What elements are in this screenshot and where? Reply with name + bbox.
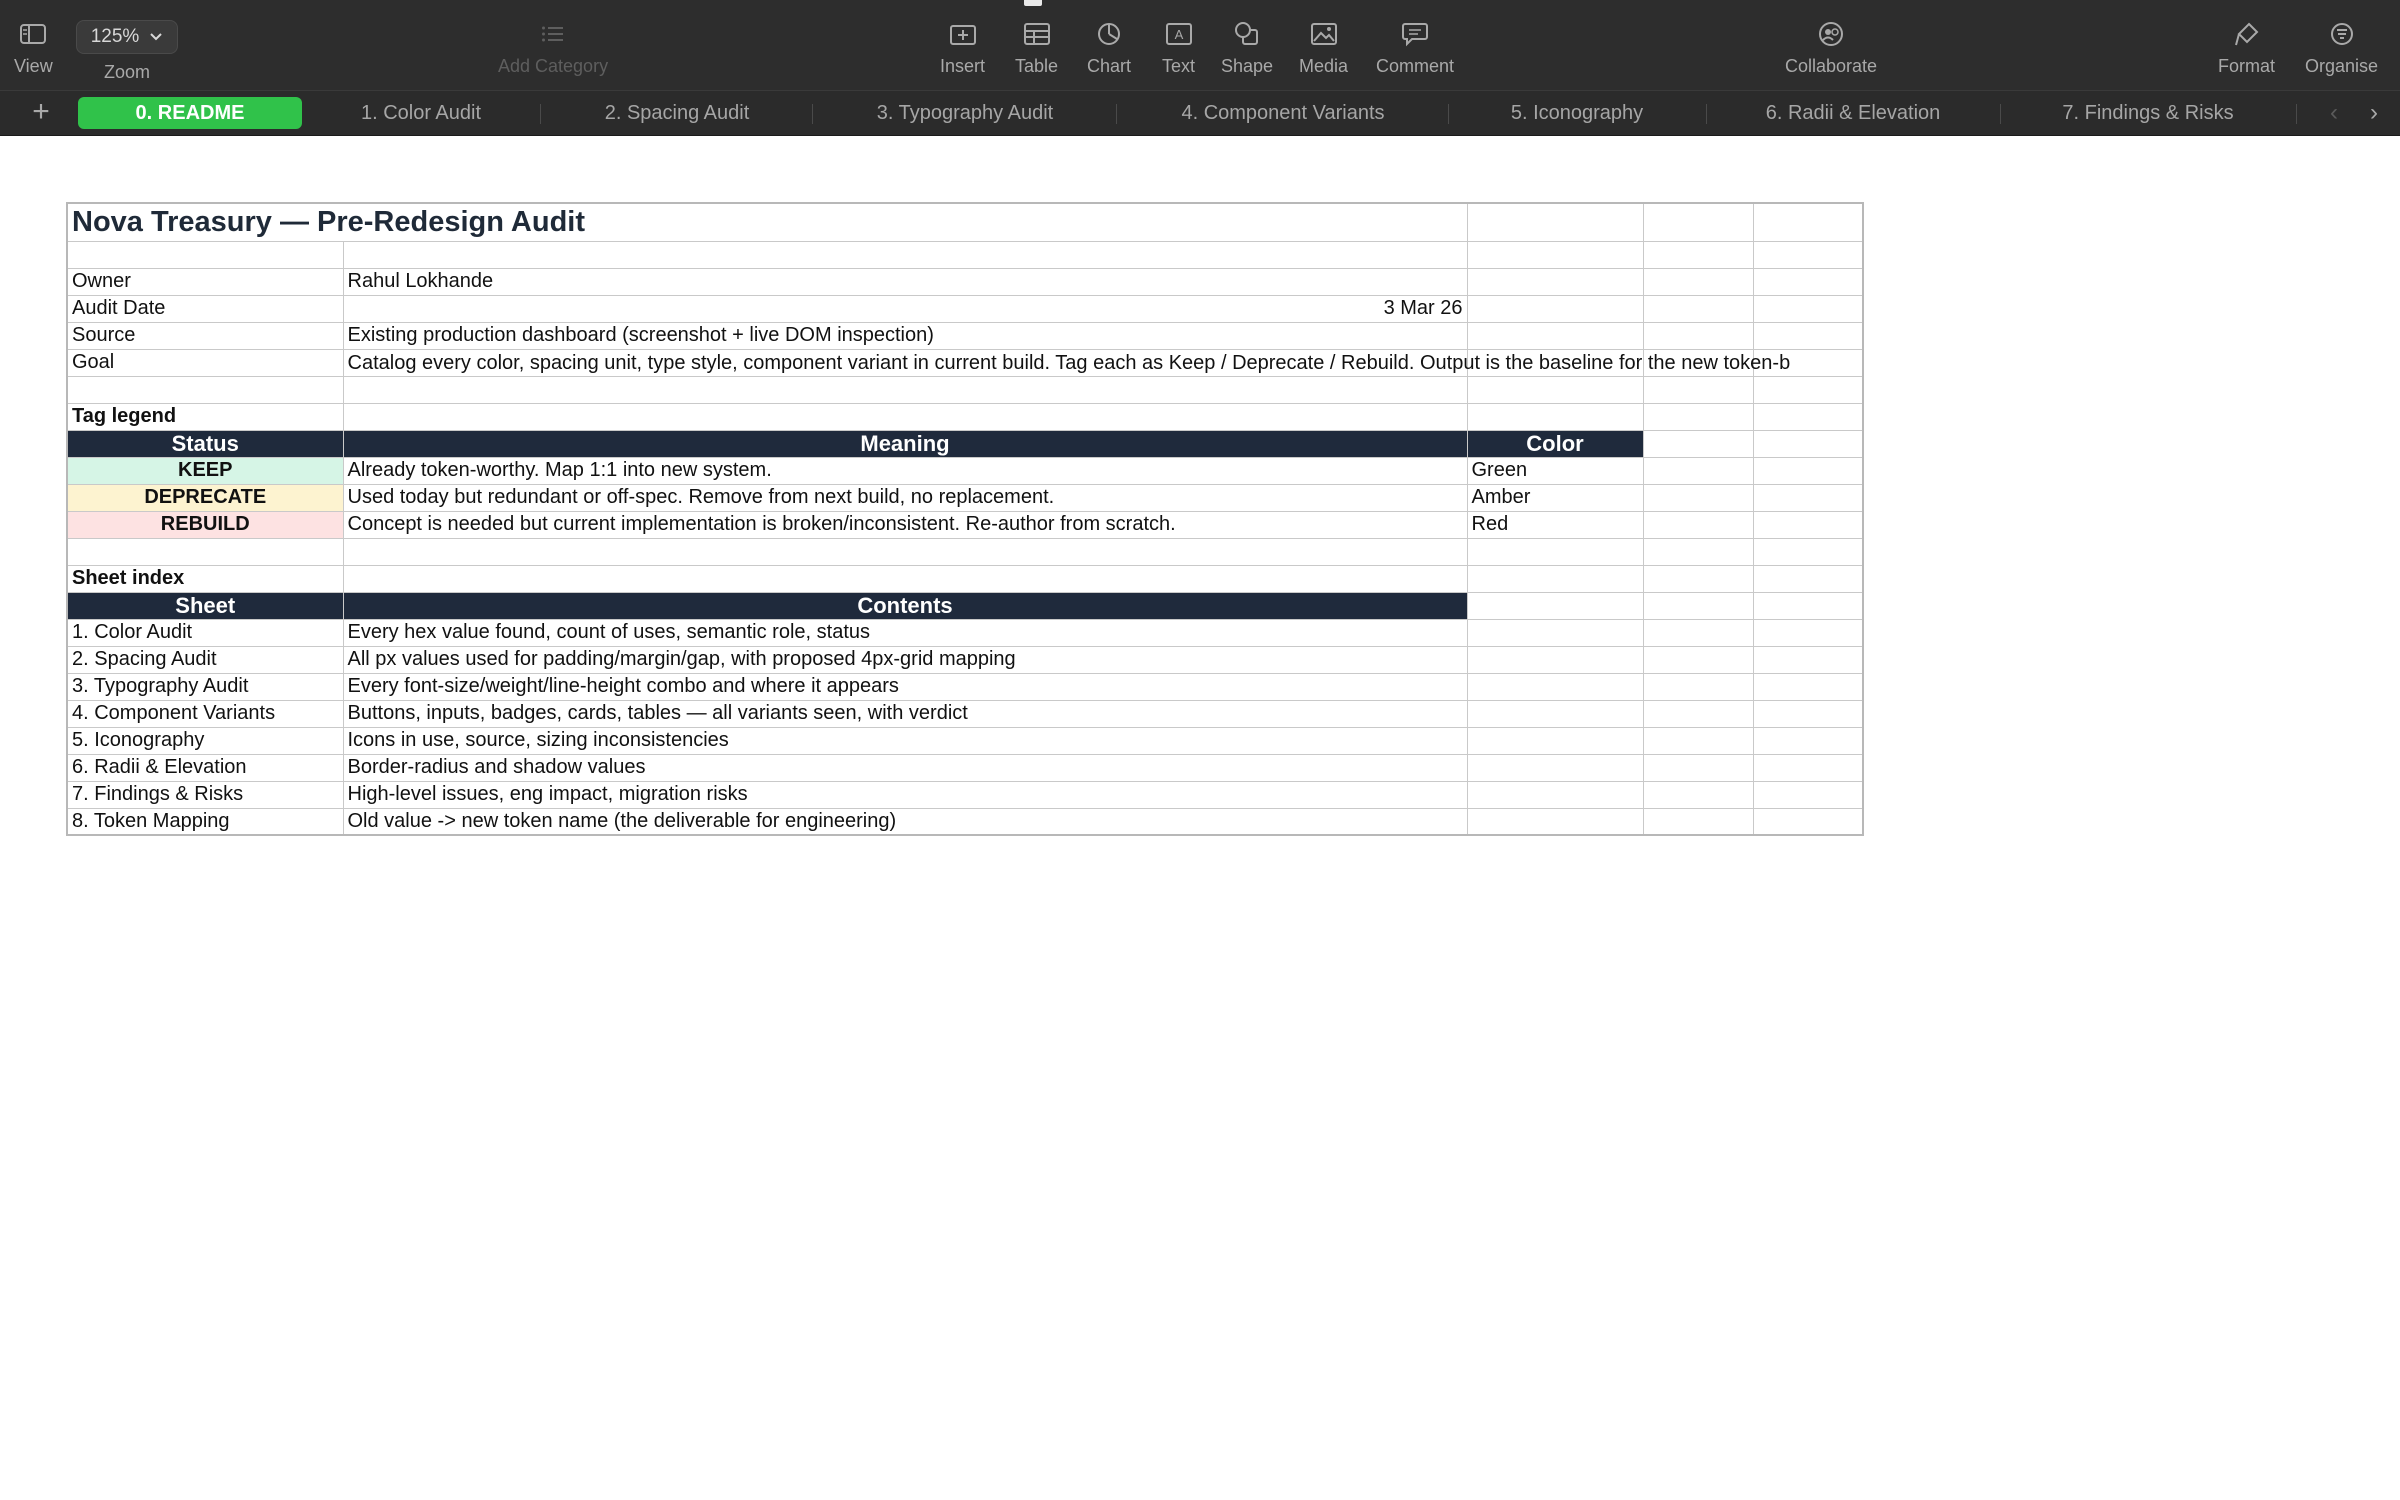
sidebar-icon	[20, 14, 46, 54]
empty-cell[interactable]	[1643, 430, 1753, 457]
empty-cell[interactable]	[1467, 268, 1643, 295]
empty-cell[interactable]	[1643, 484, 1753, 511]
legend-meaning[interactable]: Already token-worthy. Map 1:1 into new system.	[343, 457, 1467, 484]
empty-cell[interactable]	[1753, 646, 1863, 673]
table-row	[67, 619, 1863, 646]
empty-cell[interactable]	[1753, 268, 1863, 295]
tab-separator	[1706, 104, 1707, 124]
empty-cell[interactable]	[67, 538, 343, 565]
chevron-left-icon[interactable]: ‹	[2330, 99, 2338, 126]
table-row	[67, 484, 1863, 511]
empty-cell[interactable]	[1643, 403, 1753, 430]
index-sheet[interactable]: 6. Radii & Elevation	[67, 754, 343, 781]
meta-value[interactable]: Rahul Lokhande	[343, 268, 1467, 295]
table-row	[67, 808, 1863, 835]
empty-cell[interactable]	[1467, 538, 1643, 565]
empty-cell[interactable]	[1753, 700, 1863, 727]
index-header-row	[67, 592, 1863, 619]
chart-icon	[1097, 14, 1121, 54]
table-row	[67, 727, 1863, 754]
table-button[interactable]	[1015, 14, 1058, 77]
empty-cell[interactable]	[1467, 619, 1643, 646]
empty-cell[interactable]	[1467, 727, 1643, 754]
empty-cell[interactable]	[1753, 403, 1863, 430]
empty-cell[interactable]	[1753, 592, 1863, 619]
tab-readme[interactable]: 0. README	[78, 97, 302, 129]
collaborate-icon	[1817, 14, 1845, 54]
view-button[interactable]	[14, 14, 53, 77]
empty-cell[interactable]	[1753, 754, 1863, 781]
status-badge[interactable]: REBUILD	[67, 511, 343, 538]
empty-cell[interactable]	[1467, 565, 1643, 592]
legend-meaning[interactable]: Concept is needed but current implementation is broken/inconsistent. Re-author from scratch.	[343, 511, 1467, 538]
index-contents[interactable]: Buttons, inputs, badges, cards, tables — all variants seen, with verdict	[343, 700, 1467, 727]
chart-label: Chart	[1087, 56, 1132, 76]
tab-spacing-audit[interactable]: 2. Spacing Audit	[604, 102, 750, 124]
tab-component-variants[interactable]: 4. Component Variants	[1181, 102, 1385, 124]
empty-cell[interactable]	[1467, 781, 1643, 808]
shape-label: Shape	[1221, 56, 1274, 76]
empty-cell[interactable]	[1643, 727, 1753, 754]
readme-table	[66, 202, 1864, 836]
tab-radii-elevation[interactable]: 6. Radii & Elevation	[1765, 102, 1941, 124]
legend-color[interactable]: Amber	[1467, 484, 1643, 511]
empty-cell[interactable]	[1753, 781, 1863, 808]
tab-color-audit[interactable]: 1. Color Audit	[360, 102, 482, 124]
empty-cell[interactable]	[1643, 673, 1753, 700]
add-category-button[interactable]	[498, 14, 608, 77]
table-row	[67, 700, 1863, 727]
legend-color[interactable]: Red	[1467, 511, 1643, 538]
empty-cell[interactable]	[1753, 511, 1863, 538]
empty-cell[interactable]	[1467, 322, 1643, 349]
text-box-icon	[1166, 14, 1192, 54]
toolbar	[0, 0, 2400, 90]
tab-separator	[2296, 104, 2297, 124]
window-notch	[1024, 0, 1042, 6]
empty-cell[interactable]	[1753, 538, 1863, 565]
empty-cell[interactable]	[1753, 727, 1863, 754]
meta-value[interactable]: 3 Mar 26	[343, 295, 1467, 322]
chart-button[interactable]	[1087, 14, 1131, 77]
index-contents[interactable]: Border-radius and shadow values	[343, 754, 1467, 781]
empty-cell[interactable]	[1643, 241, 1753, 268]
empty-cell[interactable]	[1643, 295, 1753, 322]
table-row	[67, 511, 1863, 538]
zoom-value: 125%	[90, 26, 140, 47]
legend-title[interactable]: Tag legend	[67, 403, 343, 430]
empty-cell[interactable]	[1753, 322, 1863, 349]
empty-cell[interactable]	[1643, 511, 1753, 538]
index-sheet[interactable]: 3. Typography Audit	[67, 673, 343, 700]
tab-separator	[1116, 104, 1117, 124]
empty-cell[interactable]	[1753, 376, 1863, 403]
insert-label: Insert	[940, 56, 986, 76]
table-row	[67, 457, 1863, 484]
legend-color[interactable]: Green	[1467, 457, 1643, 484]
shape-button[interactable]	[1221, 14, 1273, 77]
table-row	[67, 781, 1863, 808]
index-sheet[interactable]: 2. Spacing Audit	[67, 646, 343, 673]
index-sheet[interactable]: 1. Color Audit	[67, 619, 343, 646]
legend-header-row	[67, 430, 1863, 457]
status-badge[interactable]: DEPRECATE	[67, 484, 343, 511]
legend-meaning[interactable]: Used today but redundant or off-spec. Remove from next build, no replacement.	[343, 484, 1467, 511]
empty-cell[interactable]	[1753, 673, 1863, 700]
empty-cell[interactable]	[343, 241, 1467, 268]
empty-cell[interactable]	[1753, 619, 1863, 646]
format-button[interactable]	[2218, 14, 2275, 77]
empty-cell[interactable]	[67, 376, 343, 403]
empty-cell[interactable]	[1467, 646, 1643, 673]
empty-cell[interactable]	[343, 565, 1467, 592]
table-row	[67, 322, 1863, 349]
chevron-right-icon[interactable]: ›	[2370, 99, 2378, 126]
empty-cell[interactable]	[1643, 646, 1753, 673]
header-status[interactable]: Status	[67, 430, 343, 457]
tab-findings-risks[interactable]: 7. Findings & Risks	[2062, 102, 2234, 124]
header-sheet[interactable]: Sheet	[67, 592, 343, 619]
zoom-label: Zoom	[103, 62, 150, 82]
empty-cell[interactable]	[343, 403, 1467, 430]
comment-label: Comment	[1376, 56, 1455, 76]
empty-cell[interactable]	[1467, 403, 1643, 430]
table-row	[67, 754, 1863, 781]
table-row	[67, 268, 1863, 295]
sheet-title[interactable]: Nova Treasury — Pre-Redesign Audit	[67, 203, 1467, 241]
empty-cell[interactable]	[1753, 565, 1863, 592]
empty-cell[interactable]	[1467, 700, 1643, 727]
empty-cell[interactable]	[1643, 538, 1753, 565]
empty-cell[interactable]	[1643, 754, 1753, 781]
index-sheet[interactable]: 4. Component Variants	[67, 700, 343, 727]
tab-separator	[812, 104, 813, 124]
table-label: Table	[1015, 56, 1059, 76]
meta-key[interactable]: Source	[67, 322, 343, 349]
meta-key[interactable]: Owner	[67, 268, 343, 295]
empty-cell[interactable]	[1753, 484, 1863, 511]
empty-cell[interactable]	[1643, 808, 1753, 835]
empty-cell[interactable]	[1753, 203, 1863, 241]
shape-icon	[1234, 14, 1260, 54]
collaborate-label: Collaborate	[1785, 56, 1878, 76]
comment-button[interactable]	[1376, 14, 1454, 77]
sheet-tab-bar	[0, 90, 2400, 136]
meta-key[interactable]: Goal	[67, 349, 343, 376]
status-badge[interactable]: KEEP	[67, 457, 343, 484]
empty-cell[interactable]	[1467, 592, 1643, 619]
empty-cell[interactable]	[1467, 808, 1643, 835]
tab-separator	[2000, 104, 2001, 124]
empty-cell[interactable]	[1753, 457, 1863, 484]
comment-icon	[1402, 14, 1428, 54]
spreadsheet-canvas	[66, 202, 1864, 836]
table-row	[67, 646, 1863, 673]
empty-cell[interactable]	[1643, 619, 1753, 646]
empty-cell[interactable]	[1467, 376, 1643, 403]
paintbrush-icon	[2235, 14, 2259, 54]
empty-cell[interactable]	[1467, 241, 1643, 268]
empty-cell[interactable]	[1643, 700, 1753, 727]
zoom-select[interactable]	[76, 20, 178, 54]
empty-cell[interactable]	[1643, 376, 1753, 403]
view-label: View	[14, 56, 53, 76]
table-row	[67, 349, 1863, 376]
svg-text:A: A	[1174, 27, 1183, 42]
text-button[interactable]	[1162, 14, 1195, 77]
meta-value[interactable]	[343, 349, 1791, 376]
empty-cell[interactable]	[1467, 754, 1643, 781]
index-contents[interactable]: Every hex value found, count of uses, semantic role, status	[343, 619, 1467, 646]
empty-cell[interactable]	[343, 538, 1467, 565]
empty-cell[interactable]	[1643, 592, 1753, 619]
empty-cell[interactable]	[1643, 565, 1753, 592]
tab-separator	[1448, 104, 1449, 124]
table-row	[67, 673, 1863, 700]
image-icon	[1311, 14, 1337, 54]
empty-cell[interactable]	[1753, 430, 1863, 457]
empty-cell[interactable]	[1643, 203, 1753, 241]
insert-button[interactable]	[940, 14, 985, 77]
empty-cell[interactable]	[1643, 457, 1753, 484]
index-contents[interactable]: Icons in use, source, sizing inconsistencies	[343, 727, 1467, 754]
index-sheet[interactable]: 7. Findings & Risks	[67, 781, 343, 808]
empty-cell[interactable]	[1467, 203, 1643, 241]
index-contents[interactable]: High-level issues, eng impact, migration risks	[343, 781, 1467, 808]
tab-separator	[540, 104, 541, 124]
empty-cell[interactable]	[1467, 295, 1643, 322]
index-sheet[interactable]: 5. Iconography	[67, 727, 343, 754]
collaborate-button[interactable]	[1785, 14, 1877, 77]
list-icon	[541, 14, 565, 54]
insert-icon	[950, 14, 976, 54]
header-contents[interactable]: Contents	[343, 592, 1467, 619]
empty-cell[interactable]	[1467, 673, 1643, 700]
goal-text: Catalog every color, spacing unit, type style, component variant in current build. Tag each as Keep / Deprecate / Rebuild. Output is the baseline for the new token-b	[347, 351, 1791, 374]
organise-label: Organise	[2305, 56, 2379, 76]
empty-cell[interactable]	[1753, 295, 1863, 322]
tab-iconography[interactable]: 5. Iconography	[1510, 102, 1644, 124]
format-label: Format	[2218, 56, 2276, 76]
text-label: Text	[1162, 56, 1196, 76]
tab-typography-audit[interactable]: 3. Typography Audit	[876, 102, 1054, 124]
media-button[interactable]	[1299, 14, 1348, 77]
empty-cell[interactable]	[343, 376, 1467, 403]
empty-cell[interactable]	[1643, 268, 1753, 295]
meta-value[interactable]: Existing production dashboard (screenshot + live DOM inspection)	[343, 322, 1467, 349]
meta-key[interactable]: Audit Date	[67, 295, 343, 322]
empty-cell[interactable]	[1643, 781, 1753, 808]
index-contents[interactable]: All px values used for padding/margin/gap, with proposed 4px-grid mapping	[343, 646, 1467, 673]
add-category-label: Add Category	[498, 56, 609, 76]
index-contents[interactable]: Old value -> new token name (the deliverable for engineering)	[343, 808, 1467, 835]
add-sheet-icon[interactable]: +	[32, 95, 50, 128]
index-sheet[interactable]: 8. Token Mapping	[67, 808, 343, 835]
empty-cell[interactable]	[1753, 808, 1863, 835]
chevron-down-icon	[149, 26, 163, 48]
table-row	[67, 295, 1863, 322]
header-meaning[interactable]: Meaning	[343, 430, 1467, 457]
index-title[interactable]: Sheet index	[67, 565, 343, 592]
index-contents[interactable]: Every font-size/weight/line-height combo and where it appears	[343, 673, 1467, 700]
header-color[interactable]: Color	[1467, 430, 1643, 457]
media-label: Media	[1299, 56, 1349, 76]
empty-cell[interactable]	[1753, 241, 1863, 268]
organise-button[interactable]	[2305, 14, 2378, 77]
table-icon	[1024, 14, 1050, 54]
empty-cell[interactable]	[67, 241, 343, 268]
organise-icon	[2330, 14, 2354, 54]
empty-cell[interactable]	[1643, 322, 1753, 349]
